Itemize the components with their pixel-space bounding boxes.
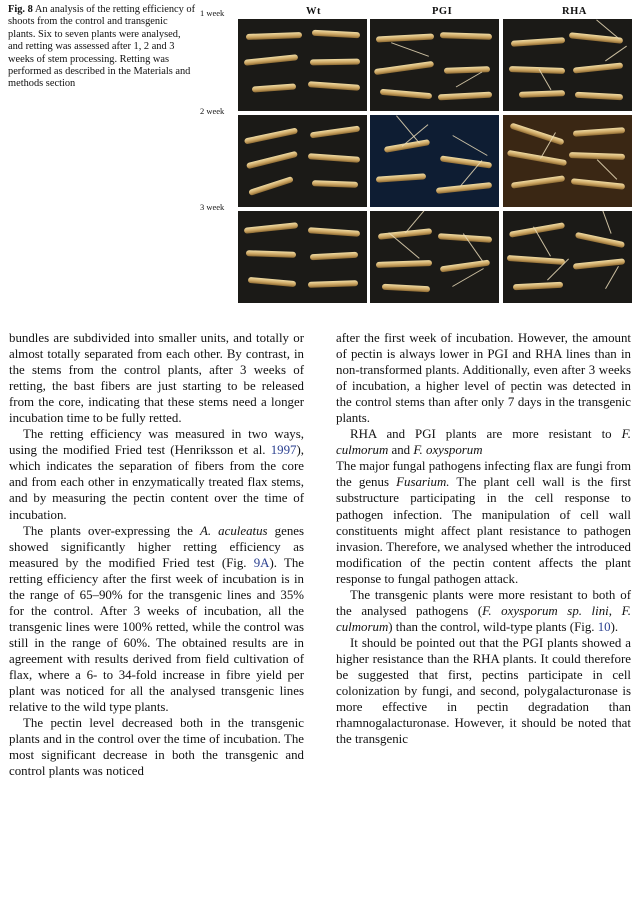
column-header-rha: RHA (562, 6, 587, 17)
text-run: RHA and PGI plants are more resistant to (350, 427, 622, 442)
figure-link[interactable]: 9A (253, 555, 270, 570)
paragraph (336, 587, 631, 635)
genus-name: Fusarium. (396, 475, 450, 490)
column-header-pgi: PGI (432, 6, 453, 17)
left-text-column (9, 330, 304, 779)
text-run: The plant cell wall is the first substructure participating in the cell response to pathogen infection. The manipulation of cell wall constituents might affect plant resistance to pathogen invasion. Therefore, we analysed whether the introduced modification of the pectin content affects the plant response to fungal pathogen attack. (336, 475, 631, 586)
photo-pgi-week-3 (370, 211, 499, 303)
paragraph (336, 458, 631, 586)
photo-pgi-week-1 (370, 19, 499, 111)
text-run: The major fungal pathogens infecting flax are fungi from the genus (336, 459, 631, 490)
text-run: ) than the control, wild-type plants (Fig. (388, 619, 598, 634)
text-run: ). The retting efficiency after the first week of incubation is in the range of 65–90% for the transgenic lines and 35% for the control. After 3 weeks of incubation, all the transgenic lines were 100% retted, while the control was still in the range of 60%. The obtained results are in agreement with results derived from field cultivation of flax, where a 6- to 34-fold increase in fibre yield per plant was noticed for all the analysed transgenic lines relative to the wild type plants. (9, 555, 304, 715)
section-heading (336, 426, 631, 458)
figure-label: Fig. 8 (8, 4, 33, 15)
paragraph (9, 523, 304, 716)
paragraph (9, 426, 304, 522)
paragraph: The pectin level decreased both in the transgenic plants and in the control over the time of incubation. The most significant decrease in both the transgenic and control plants was noticed (9, 716, 304, 779)
species-name: A. aculeatus (199, 523, 268, 538)
text-run: genes showed significantly higher retting efficiency as measured by the modified Fried test (Fig. (9, 523, 305, 570)
photo-pgi-week-2 (370, 115, 499, 207)
text-run: The plants over-expressing the (23, 523, 200, 538)
caption-text: An analysis of the retting efficiency of shoots from the control and transgenic plants. Six to seven plants were analysed, and retting was assessed after 1, 2 and 3 weeks of stem processing. Retting was performed as described in the Materials and methods section (8, 4, 196, 90)
photo-wt-week-1 (238, 19, 367, 111)
text-run: ). (610, 619, 619, 634)
paragraph: after the first week of incubation. However, the amount of pectin is always lower in PGI and RHA lines than in non-transformed plants. Additionally, even after 3 weeks of incubation, a higher level of pectin was detected in the control stems than after only 7 days in the transgenic plants. (336, 331, 631, 426)
citation-link[interactable]: 1997 (270, 443, 297, 458)
column-header-wt: Wt (306, 6, 321, 17)
photo-wt-week-3 (238, 211, 367, 303)
photo-wt-week-2 (238, 115, 367, 207)
right-text-column (336, 330, 631, 747)
photo-rha-week-3 (503, 211, 632, 303)
text-run: The retting efficiency was measured in two ways, using the modified Fried test (Henriksson et al. (9, 427, 304, 458)
text-run: , (608, 603, 622, 618)
row-label-week-1: 1 week (200, 8, 225, 18)
photo-rha-week-2 (503, 115, 632, 207)
row-label-week-2: 2 week (200, 106, 225, 116)
retting-figure (198, 2, 638, 308)
text-run: The transgenic plants were more resistant to both of the analysed pathogens ( (336, 587, 631, 618)
row-label-week-3: 3 week (200, 202, 225, 212)
species-name: F. culmorum (336, 427, 631, 458)
species-name: F. culmorum (336, 603, 631, 634)
photo-rha-week-1 (503, 19, 632, 111)
text-run: ), which indicates the separation of fibers from the core and from each other in enzymatically treated flax stems, and by measuring the pectin content over the time of incubation. (9, 443, 304, 522)
text-run: and (388, 443, 414, 458)
figure-caption (8, 4, 196, 91)
species-name: F. oxysporum sp. lini (482, 603, 609, 618)
species-name: F. oxysporum (413, 443, 483, 458)
figure-link[interactable]: 10 (597, 619, 611, 634)
paragraph: It should be pointed out that the PGI plants showed a higher resistance than the RHA plants. It could therefore be suggested that first, pectins participate in cell colonization by fungi, and second, polygalacturonase is more effective in pectin degradation than rhamnogalacturonase. However, it should be noted that the transgenic (336, 635, 631, 747)
paragraph: bundles are subdivided into smaller units, and totally or almost totally separated from each other. By contrast, in the stems from the control plants, after 3 weeks of retting, the bast fibers are just starting to be released from the core, indicating that these stems need a longer incubation time to be fully retted. (9, 331, 304, 426)
